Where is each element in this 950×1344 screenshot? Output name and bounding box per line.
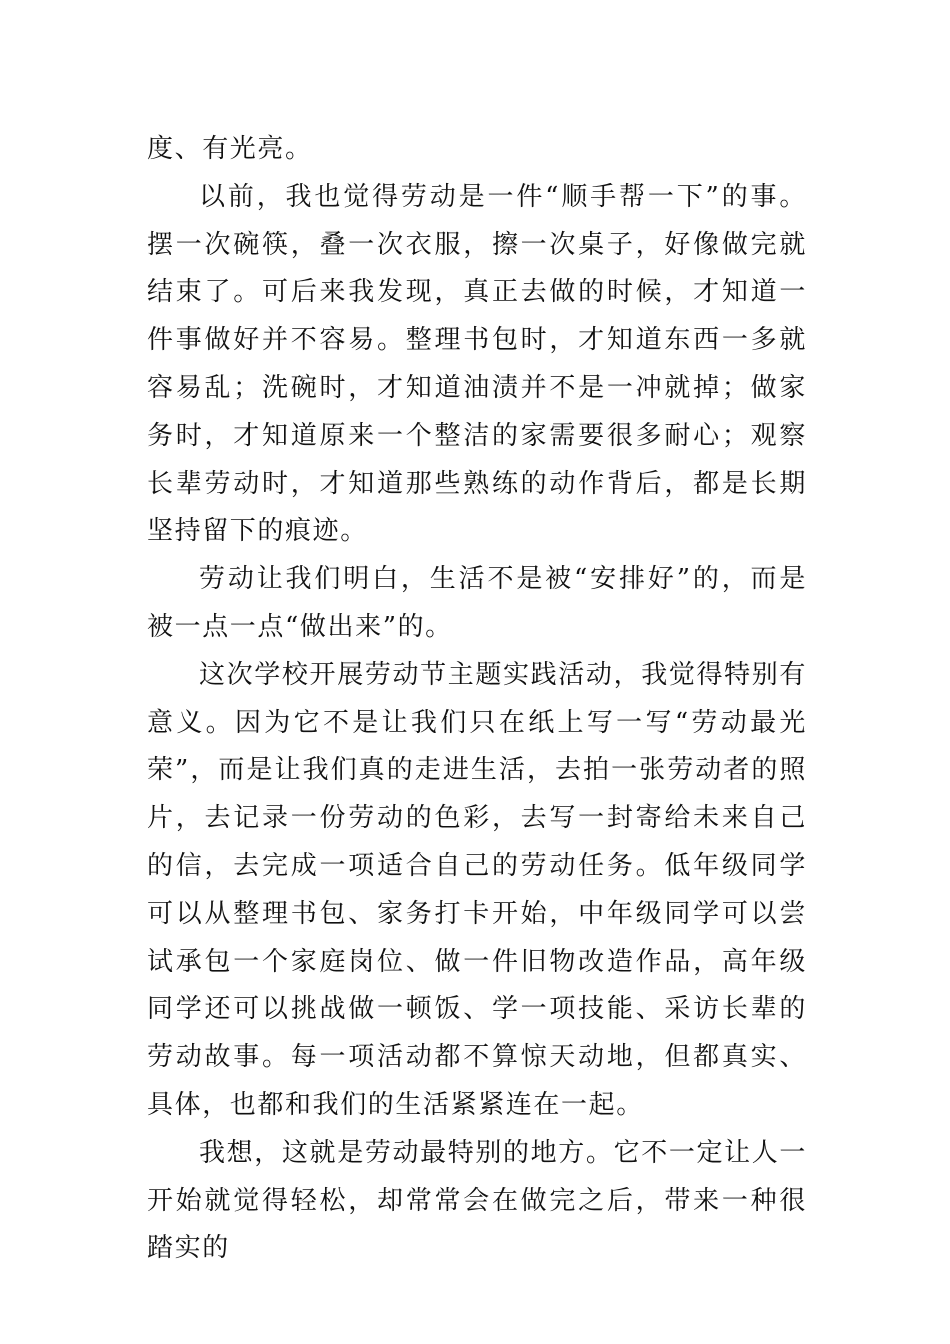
paragraph: 劳动让我们明白，生活不是被“安排好”的，而是被一点一点“做出来”的。	[147, 564, 807, 642]
paragraph-continuation: 度、有光亮。	[147, 134, 313, 164]
body-text	[147, 126, 807, 1273]
paragraph: 以前，我也觉得劳动是一件“顺手帮一下”的事。摆一次碗筷，叠一次衣服，擦一次桌子，好像做完就结束了。可后来我发现，真正去做的时候，才知道一件事做好并不容易。整理书包时，才知道东西一多就容易乱；洗碗时，才知道油渍并不是一冲就掉；做家务时，才知道原来一个整洁的家需要很多耐心；观察长辈劳动时，才知道那些熟练的动作背后，都是长期坚持留下的痕迹。	[147, 181, 807, 547]
paragraph: 这次学校开展劳动节主题实践活动，我觉得特别有意义。因为它不是让我们只在纸上写一写“劳动最光荣”，而是让我们真的走进生活，去拍一张劳动者的照片，去记录一份劳动的色彩，去写一封寄给未来自己的信，去完成一项适合自己的劳动任务。低年级同学可以从整理书包、家务打卡开始，中年级同学可以尝试承包一个家庭岗位、做一件旧物改造作品，高年级同学还可以挑战做一顿饭、学一项技能、采访长辈的劳动故事。每一项活动都不算惊天动地，但都真实、具体，也都和我们的生活紧紧连在一起。	[147, 659, 807, 1120]
paragraph: 我想，这就是劳动最特别的地方。它不一定让人一开始就觉得轻松，却常常会在做完之后，带来一种很踏实的	[147, 1137, 807, 1264]
